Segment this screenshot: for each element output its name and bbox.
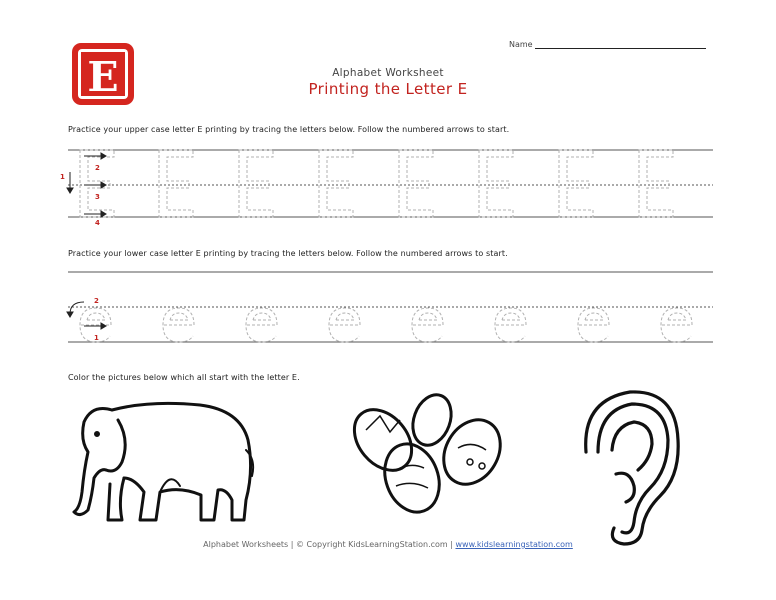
- uppercase-instruction: Practice your upper case letter E printing by tracing the letters below. Follow the numbered arrows to start.: [68, 125, 510, 134]
- uppercase-trace-e: [319, 150, 353, 217]
- lowercase-trace-e: [661, 308, 692, 342]
- uppercase-trace-e: [239, 150, 273, 217]
- stroke-number-4: 4: [95, 219, 100, 227]
- footer-copyright: Alphabet Worksheets | © Copyright KidsLearningStation.com |: [203, 540, 456, 549]
- stroke-number-3: 3: [95, 193, 100, 201]
- logo-letter: E: [87, 53, 119, 101]
- name-label: Name: [509, 40, 533, 49]
- uppercase-trace-e: [80, 150, 114, 217]
- name-field-line[interactable]: [535, 48, 706, 49]
- lower-stroke-number-2: 2: [94, 297, 99, 305]
- uppercase-trace-e: [399, 150, 433, 217]
- stroke-number-2: 2: [95, 164, 100, 172]
- stroke-number-1: 1: [60, 173, 65, 181]
- ear-picture: [586, 392, 678, 544]
- pictures-instruction: Color the pictures below which all start with the letter E.: [68, 373, 300, 382]
- uppercase-trace-letters: [80, 150, 673, 217]
- lowercase-trace-e: [495, 308, 526, 342]
- lowercase-trace-e: [578, 308, 609, 342]
- uppercase-trace-e: [639, 150, 673, 217]
- worksheet-title: Printing the Letter E: [308, 80, 468, 98]
- lowercase-trace-e: [163, 308, 194, 342]
- lowercase-trace-letters: [80, 308, 692, 342]
- uppercase-trace-e: [479, 150, 513, 217]
- lower-stroke-number-1: 1: [94, 334, 99, 342]
- uppercase-guidelines: [68, 150, 713, 217]
- lowercase-instruction: Practice your lower case letter E printing by tracing the letters below. Follow the numbered arrows to start.: [68, 249, 508, 258]
- uppercase-trace-e: [159, 150, 193, 217]
- lowercase-trace-e: [329, 308, 360, 342]
- eggs-picture: [343, 389, 512, 519]
- worksheet-subtitle: Alphabet Worksheet: [332, 67, 444, 79]
- lowercase-trace-e: [412, 308, 443, 342]
- lowercase-guidelines: [68, 272, 713, 342]
- elephant-picture: [74, 403, 253, 520]
- uppercase-trace-e: [559, 150, 593, 217]
- footer-link[interactable]: www.kidslearningstation.com: [455, 540, 573, 549]
- footer: [0, 540, 776, 549]
- lowercase-trace-e: [246, 308, 277, 342]
